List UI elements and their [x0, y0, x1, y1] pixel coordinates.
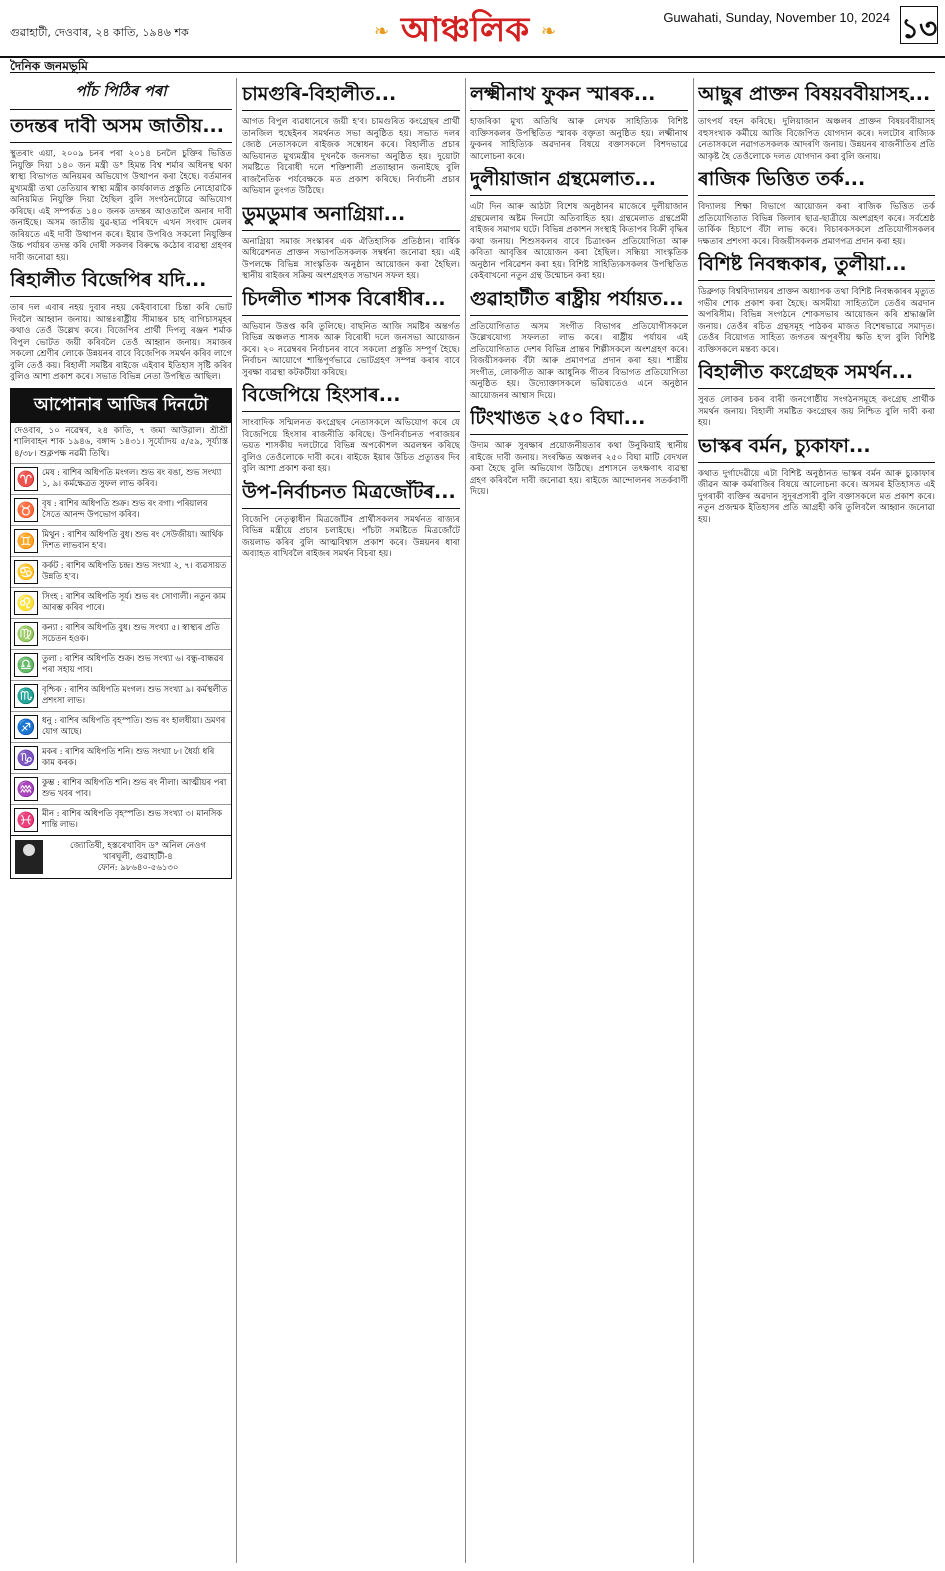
article-body: হাজৰিকা মুখ্য অতিথি আৰু লেখক সাহিত্যিক বিশিষ্ট ব্যক্তিসকলৰ উপস্থিতিত স্মাৰক বক্তৃতা অনুষ্ঠিত হয়। লক্ষ্মীনাথ ফুকনৰ সাহিত্যিক অৱদানৰ বিষয়ে বক্তাসকলে বিশদভাৱে আলোচনা কৰে।: [470, 117, 688, 162]
article-body: কথাত দুৰ্গাদেৱীয়ে এটা বিশিষ্ট অনুষ্ঠানত ভাস্কৰ বৰ্মন আৰু চ্যুকাফাৰ জীৱন আৰু কৰ্মৰাজিৰ বিষয়ে আলোচনা কৰে। অসমৰ ইতিহাসত এই দুগৰাকী ব্যক্তিৰ অৱদান সুদূৰপ্ৰসাৰী বুলি বক্তাসকলে মত প্ৰকাশ কৰে। নতুন প্ৰজন্মক ইতিহাসৰ প্ৰতি আগ্ৰহী কৰি তুলিবলৈ আহ্বান জনোৱা হয়।: [698, 468, 935, 525]
astrologer-phone: ফোন: ৯৮৬৪০-৫৬১৩০: [97, 862, 179, 873]
horoscope-text: ধনু : ৰাশিৰ অধিপতি বৃহস্পতি। শুভ ৰং হালধীয়া। ভ্ৰমণৰ যোগ আছে।: [42, 715, 226, 736]
horoscope-text: কৰ্কট : ৰাশিৰ অধিপতি চন্দ্ৰ। শুভ সংখ্যা ২, ৭। ব্যৱসায়ত উন্নতি হ'ব।: [42, 560, 227, 581]
horoscope-row: [11, 587, 231, 618]
article-body: অনাগ্ৰিয়া সমাজ সংস্কাৰৰ এক ঐতিহাসিক প্ৰতিষ্ঠান। বাৰ্ষিক অধিৱেশনত প্ৰাক্তন সভাপতিসকলক সম্বৰ্ধনা জনোৱা হয়। এই উপলক্ষে বিভিন্ন সাংস্কৃতিক অনুষ্ঠান আয়োজন কৰা হৈছিল। স্থানীয় ৰাইজৰ সক্ৰিয় অংশগ্ৰহণত সভাখন সফল হয়।: [242, 236, 460, 281]
column-divider: [693, 78, 694, 1563]
zodiac-icon: ♐: [14, 715, 38, 739]
article-headline[interactable]: লক্ষ্মীনাথ ফুকন স্মাৰক...: [470, 82, 688, 111]
zodiac-icon: ♎: [14, 653, 38, 677]
logo-ornament-left-icon: ❧: [373, 21, 390, 42]
article-body: ডিব্ৰুগড় বিশ্ববিদ্যালয়ৰ প্ৰাক্তন অধ্যাপক তথা বিশিষ্ট নিবন্ধকাৰৰ মৃত্যুত গভীৰ শোক প্ৰকাশ কৰা হৈছে। অসমীয়া সাহিত্যলৈ তেওঁৰ অৱদান অপৰিসীম। বিভিন্ন সংগঠনে শোকসভাৰ আয়োজন কৰি শ্ৰদ্ধাঞ্জলি জনায়। তেওঁৰ ৰচিত গ্ৰন্থসমূহ পাঠকৰ মাজত বিশেষভাৱে সমাদৃত। তেওঁৰ বিয়োগত সাহিত্য জগতৰ অপূৰণীয় ক্ষতি হ'ল বুলি বিশিষ্ট ব্যক্তিসকলে মন্তব্য কৰে।: [698, 287, 935, 355]
astrologer-credit: [11, 835, 231, 878]
horoscope-row: [11, 773, 231, 804]
astrologer-place: খাৰঘূলী, গুৱাহাটী-৪: [103, 851, 173, 862]
header-divider: [10, 72, 935, 73]
horoscope-row: [11, 556, 231, 587]
horoscope-row: [11, 618, 231, 649]
horoscope-text: সিংহ : ৰাশিৰ অধিপতি সূৰ্য। শুভ ৰং সোণালী। নতুন কাম আৰম্ভ কৰিব পাৰে।: [42, 591, 226, 612]
article-headline[interactable]: ৰিহালীত বিজেপিৰ যদি...: [10, 268, 232, 297]
zodiac-icon: ♈: [14, 467, 38, 491]
article-body: উদ্যম আৰু সুৰক্ষাৰ প্ৰয়োজনীয়তাৰ কথা উনুকিয়াই স্থানীয় ৰাইজে দাবী জনায়। সংৰক্ষিত অঞ্চলৰ ২৫০ বিঘা মাটি বেদখল কৰা হৈছে বুলি অভিযোগ উঠিছে। প্ৰশাসনে তৎক্ষণাৎ ব্যৱস্থা গ্ৰহণ কৰিবলৈ দাবী জনোৱা হয়। ৰাইজে আন্দোলনৰ সতৰ্কবাণী দিয়ে।: [470, 441, 688, 497]
column-4: [698, 78, 935, 1563]
article-headline[interactable]: ভাস্কৰ বৰ্মন, চ্যুকাফা...: [698, 434, 935, 463]
horoscope-text: কন্যা : ৰাশিৰ অধিপতি বুধ। শুভ সংখ্যা ৫। স্বাস্থ্যৰ প্ৰতি সচেতন হওক।: [42, 622, 220, 643]
article-headline[interactable]: ডুমডুমাৰ অনাগ্ৰিয়া...: [242, 202, 460, 231]
horoscope-intro: দেওবাৰ, ১০ নৱেম্বৰ, ২৪ কাতি, ৭ জমা আউৱ়াল। শ্ৰীশ্ৰী শালিবাহন শাক ১৯৪৬, বঙ্গাব্দ ১৪৩১। সূৰ্য্যোদয় ৫/৫৯, সূৰ্য্যাস্ত ৪/৩৮। শুক্লপক্ষ নৱমী তিথি।: [14, 425, 228, 459]
section-label: পাঁচ পিঠিৰ পৰা: [10, 78, 232, 110]
horoscope-row: [11, 804, 231, 835]
article-headline[interactable]: দুলীয়াজান গ্ৰন্থমেলাত...: [470, 167, 688, 196]
logo-ornament-right-icon: ❧: [540, 21, 557, 42]
column-2: [242, 78, 460, 1563]
article-headline[interactable]: বিজেপিয়ে হিংসাৰ...: [242, 383, 460, 412]
zodiac-icon: ♓: [14, 808, 38, 832]
horoscope-text: বৃশ্চিক : ৰাশিৰ অধিপতি মংগল। শুভ সংখ্যা ৯। কৰ্মস্থলীত প্ৰশংসা লাভ।: [42, 684, 228, 705]
article-headline[interactable]: টিংখাঙত ২৫০ বিঘা...: [470, 406, 688, 435]
horoscope-row: [11, 525, 231, 556]
article-body: সাংবাদিক সন্মিলনত কংগ্ৰেছৰ নেতাসকলে অভিযোগ কৰে যে বিজেপিয়ে হিংসাৰ ৰাজনীতি কৰিছে। উপনিৰ্বাচনত পৰাজয়ৰ ভয়ত শাসকীয় দলটোৱে বিভিন্ন অপকৌশল অৱলম্বন কৰিছে বুলিও তেওঁলোকে দাবী কৰে। ৰাইজে ইয়াৰ উচিত প্ৰত্যুত্তৰ দিব বুলি আশা প্ৰকাশ কৰা হয়।: [242, 418, 460, 474]
horoscope-text: কুম্ভ : ৰাশিৰ অধিপতি শনি। শুভ ৰং নীলা। আত্মীয়ৰ পৰা শুভ খবৰ পাব।: [42, 777, 227, 798]
column-3: [470, 78, 688, 1563]
horoscope-text: মিথুন : ৰাশিৰ অধিপতি বুধ। শুভ ৰং সেউজীয়া। আৰ্থিক দিশত লাভবান হ'ব।: [42, 529, 224, 550]
article-body: অভিযান উত্তপ্ত কৰি তুলিছে। বাছনিত আজি সমষ্টিৰ অন্তৰ্গত বিভিন্ন অঞ্চলত শাসক আৰু বিৰোধী দলে জনসভা আয়োজন কৰে। ২০ নৱেম্বৰৰ নিৰ্বাচনৰ বাবে সকলো প্ৰস্তুতি সম্পূৰ্ণ হৈছে। নিৰ্বাচন আয়োগে শান্তিপূৰ্ণভাৱে ভোটগ্ৰহণ সম্পন্ন কৰাৰ বাবে সুৰক্ষা ব্যৱস্থা কটকটীয়া কৰিছে।: [242, 321, 460, 378]
article-headline[interactable]: চিদলীত শাসক বিৰোধীৰ...: [242, 287, 460, 316]
horoscope-row: [11, 649, 231, 680]
article-headline[interactable]: তদন্তৰ দাবী অসম জাতীয়...: [10, 114, 232, 143]
article-body: এটা দিন আৰু আঠটা বিশেষ অনুষ্ঠানৰ মাজেৰে দুলীয়াজান গ্ৰন্থমেলাৰ অষ্টম দিনটো অতিবাহিত হয়। গ্ৰন্থমেলাত গ্ৰন্থপ্ৰেমী ৰাইজৰ সমাগম ঘটে। বিভিন্ন প্ৰকাশন সংস্থাই কিতাপৰ বিক্ৰী বৃদ্ধিৰ কথা জনায়। শিশুসকলৰ বাবে চিত্ৰাংকন প্ৰতিযোগিতা আৰু কবিতা আবৃত্তিৰ আয়োজন কৰা হৈছিল। সন্ধিয়া সাংস্কৃতিক অনুষ্ঠান পৰিৱেশন কৰা হয়। বিশিষ্ট সাহিত্যিকসকলৰ উপস্থিতিত কেইবাখনো নতুন গ্ৰন্থ উন্মোচন কৰা হয়।: [470, 202, 688, 281]
horoscope-text: মকৰ : ৰাশিৰ অধিপতি শনি। শুভ সংখ্যা ৮। ধৈৰ্য্য ধৰি কাম কৰক।: [42, 746, 215, 767]
article-body: আগত বিপুল ব্যৱধানেৰে জয়ী হ'ব। চামগুৰিত কংগ্ৰেছৰ প্ৰাৰ্থী তানজিল হুছেইনৰ সমৰ্থনত সভা অনুষ্ঠিত হয়। সভাত দলৰ জ্যেষ্ঠ নেতাসকলে ৰাইজক সম্বোধন কৰে। বিহালীত প্ৰচাৰ অভিযানত মুখ্যমন্ত্ৰীৰ দুখনকৈ জনসভা অনুষ্ঠিত হয়। দুয়োটা সমষ্টিতে বিৰোধী দলে শক্তিশালী প্ৰত্যাহ্বান জনাইছে বুলি ৰাজনৈতিক পৰ্যবেক্ষকে মত প্ৰকাশ কৰিছে। নিৰ্বাচনী প্ৰচাৰ অভিযান তুংগত উঠিছে।: [242, 117, 460, 196]
page-number: ১৩: [900, 6, 938, 44]
zodiac-icon: ♒: [14, 777, 38, 801]
article-body: তাৰ দল এবাৰ নহয় দুবাৰ নহয় কেইবাবাৰো চিন্তা কৰি ভোট দিবলৈ আহ্বান জনায়। আন্তঃৰাষ্ট্ৰীয় সীমান্তৰ চাহ বাগিচাসমূহৰ কথাও তেওঁ উল্লেখ কৰে। বিজেপিৰ প্ৰাৰ্থী দিপলু ৰঞ্জন শৰ্মাক বিপুল ভোটত জয়ী কৰিবলৈ তেওঁ আহ্বান জনায়। সমাজৰ সকলো শ্ৰেণীৰ লোকে উন্নয়নৰ বাবে বিজেপিক সমৰ্থন কৰিব লাগে বুলি তেওঁ কয়। ৰিহালী সমষ্টিৰ ৰাইজে এইবাৰ ইতিহাস সৃষ্টি কৰিব বুলিও আশা প্ৰকাশ কৰে। সভাত বিভিন্ন নেতা উপস্থিত আছিল।: [10, 303, 232, 382]
section-brand: দৈনিক জনমভূমি: [10, 59, 88, 73]
article-headline[interactable]: বিহালীত কংগ্ৰেছক সমৰ্থন...: [698, 360, 935, 389]
horoscope-row: [11, 680, 231, 711]
horoscope-row: [11, 494, 231, 525]
horoscope-row: [11, 742, 231, 773]
zodiac-icon: ♉: [14, 498, 38, 522]
article-headline[interactable]: উপ-নিৰ্বাচনত মিত্ৰজোঁটৰ...: [242, 480, 460, 509]
column-divider: [465, 78, 466, 1563]
masthead-date-assamese: গুৱাহাটী, দেওবাৰ, ২৪ কাতি, ১৯৪৬ শক: [10, 26, 189, 39]
horoscope-text: মেষ : ৰাশিৰ অধিপতি মংগল। শুভ ৰং ৰঙা, শুভ সংখ্যা ১, ৯। কৰ্মক্ষেত্ৰত সুফল লাভ কৰিব।: [42, 467, 222, 488]
masthead: [0, 0, 945, 58]
article-headline[interactable]: ৰাজিক ভিত্তিত তৰ্ক...: [698, 167, 935, 196]
article-headline[interactable]: বিশিষ্ট নিবন্ধকাৰ, তুলীয়া...: [698, 252, 935, 281]
zodiac-icon: ♏: [14, 684, 38, 708]
horoscope-text: তুলা : ৰাশিৰ অধিপতি শুক্ৰ। শুভ সংখ্যা ৬। বন্ধু-বান্ধৱৰ পৰা সহায় পাব।: [42, 653, 224, 674]
article-body: সুৰত লোকৰ চকৰ বাৰী জনগোষ্ঠীয় সংগঠনসমূহে কংগ্ৰেছ প্ৰাৰ্থীক সমৰ্থন জনায়। বিহালী সমষ্টিত কংগ্ৰেছৰ জয় নিশ্চিত বুলি দাবী কৰা হয়।: [698, 395, 935, 428]
masthead-date-english: Guwahati, Sunday, November 10, 2024: [663, 10, 890, 25]
article-body: স্থুতৰাং এয়া, ২০০৯ চনৰ পৰা ২০১৪ চনলৈ চুক্তিৰ ভিত্তিত নিযুক্তি দিয়া ১৪০ জন মন্ত্ৰী ড° হিমন্ত বিশ্ব শৰ্মাৰ অধিনস্থ থকা স্বাস্থ্য বিভাগত অনিয়মৰ অভিযোগ উত্থাপন কৰা হৈছে। বৰ্তমানৰ মুখ্যমন্ত্ৰী তথা তেতিয়াৰ স্বাস্থ্য মন্ত্ৰীৰ কাৰ্যকালত প্ৰস্তুতি নোহোৱাকৈ অনিয়মিত নিযুক্তি দিয়া হৈছিল বুলি সংগঠনটোৱে অভিযোগ কৰিছে। এই সম্পৰ্কত ১৪০ জনক তদন্তৰ আওতালৈ অনাৰ দাবী জনাইছে। অসম জাতীয় যুৱ-ছাত্ৰ পৰিষদে এখন সংবাদ মেলৰ জৰিয়তে এই দাবী উত্থাপন কৰে। ইয়াৰ উপৰিও সকলো নিযুক্তিৰ উচ্চ পৰ্যায়ৰ তদন্ত কৰি দোষী সকলৰ বিৰুদ্ধে কঠোৰ ব্যৱস্থা গ্ৰহণৰ দাবী জনোৱা হয়।: [10, 149, 232, 263]
newspaper-logo: [360, 4, 570, 61]
astrologer-info: [49, 841, 227, 874]
horoscope-box: [10, 388, 232, 880]
zodiac-icon: ♊: [14, 529, 38, 553]
column-divider: [236, 78, 237, 1563]
zodiac-icon: ♑: [14, 746, 38, 770]
zodiac-icon: ♌: [14, 591, 38, 615]
zodiac-icon: ♋: [14, 560, 38, 584]
column-1: [10, 78, 232, 1563]
article-headline[interactable]: গুৱাহাটীত ৰাষ্ট্ৰীয় পৰ্যায়ত...: [470, 287, 688, 316]
logo-text: আঞ্চলিক: [400, 10, 530, 50]
zodiac-icon: ♍: [14, 622, 38, 646]
article-body: প্ৰতিযোগিতাত অসম সংগীত বিভাগৰ প্ৰতিযোগীসকলে উল্লেখযোগ্য সফলতা লাভ কৰে। ৰাষ্ট্ৰীয় পৰ্যায়ৰ এই প্ৰতিযোগিতাত দেশৰ বিভিন্ন প্ৰান্তৰ শিল্পীসকলে অংশগ্ৰহণ কৰে। বিজয়ীসকলক বঁটা আৰু প্ৰমাণপত্ৰ প্ৰদান কৰা হয়। শাস্ত্ৰীয় সংগীত, লোকগীত আৰু আধুনিক গীতৰ বিভাগত প্ৰতিযোগিতা অনুষ্ঠিত হয়। উদ্যোক্তাসকলে ভৱিষ্যতেও এনে অনুষ্ঠান আয়োজনৰ আশ্বাস দিয়ে।: [470, 321, 688, 401]
horoscope-title: আপোনাৰ আজিৰ দিনটো: [11, 389, 231, 423]
horoscope-text: বৃষ : ৰাশিৰ অধিপতি শুক্ৰ। শুভ ৰং বগা। পৰিয়ালৰ সৈতে আনন্দ উপভোগ কৰিব।: [42, 498, 208, 519]
astrologer-avatar: [15, 840, 43, 874]
article-body: বিদ্যালয় শিক্ষা বিভাগে আয়োজন কৰা ৰাজিক ভিত্তিত তৰ্ক প্ৰতিযোগিতাত বিভিন্ন জিলাৰ ছাত্ৰ-ছাত্ৰীয়ে অংশগ্ৰহণ কৰে। সৰ্বশ্ৰেষ্ঠ তাৰ্কিক হিচাপে বঁটা লাভ কৰে। বিচাৰকসকলে প্ৰতিযোগীসকলৰ দক্ষতাৰ প্ৰশংসা কৰে। বিজয়ীসকলক প্ৰমাণপত্ৰ প্ৰদান কৰা হয়।: [698, 202, 935, 247]
horoscope-row: [11, 463, 231, 494]
article-body: তাৎপৰ্য বহন কৰিছে। দুলিয়াজান অঞ্চলৰ প্ৰাক্তন বিষয়ববীয়াসহ বহুসংখ্যক কৰ্মীয়ে আজি বিজেপিত যোগদান কৰে। দলটোৰ ৰাজ্যিক নেতাসকলে নৱাগতসকলক আদৰণি জনায়। উন্নয়নৰ ৰাজনীতিৰ প্ৰতি আকৃষ্ট হৈ তেওঁলোকে দলত যোগদান কৰা বুলি জনায়।: [698, 117, 935, 162]
astrologer-name: জ্যোতিষী, হস্তৰেখাবিদ ড° অনিল নেওগ: [70, 840, 206, 851]
article-headline[interactable]: চামগুৰি-বিহালীত...: [242, 82, 460, 111]
horoscope-text: মীন : ৰাশিৰ অধিপতি বৃহস্পতি। শুভ সংখ্যা ৩। মানসিক শান্তি লাভ।: [42, 808, 222, 829]
article-headline[interactable]: আছুৰ প্ৰাক্তন বিষয়ববীয়াসহ...: [698, 82, 935, 111]
horoscope-list: [11, 463, 231, 835]
horoscope-row: [11, 711, 231, 742]
article-body: বিজেপি নেতৃত্বাধীন মিত্ৰজোঁটৰ প্ৰাৰ্থীসকলৰ সমৰ্থনত ৰাজ্যৰ বিভিন্ন মন্ত্ৰীয়ে প্ৰচাৰ চলাইছে। পাঁচটা সমষ্টিতে মিত্ৰজোঁটে জয়লাভ কৰিব বুলি আত্মবিশ্বাস প্ৰকাশ কৰে। উন্নয়নৰ ধাৰা অব্যাহত ৰাখিবলৈ ৰাইজৰ সমৰ্থন বিচৰা হয়।: [242, 514, 460, 559]
